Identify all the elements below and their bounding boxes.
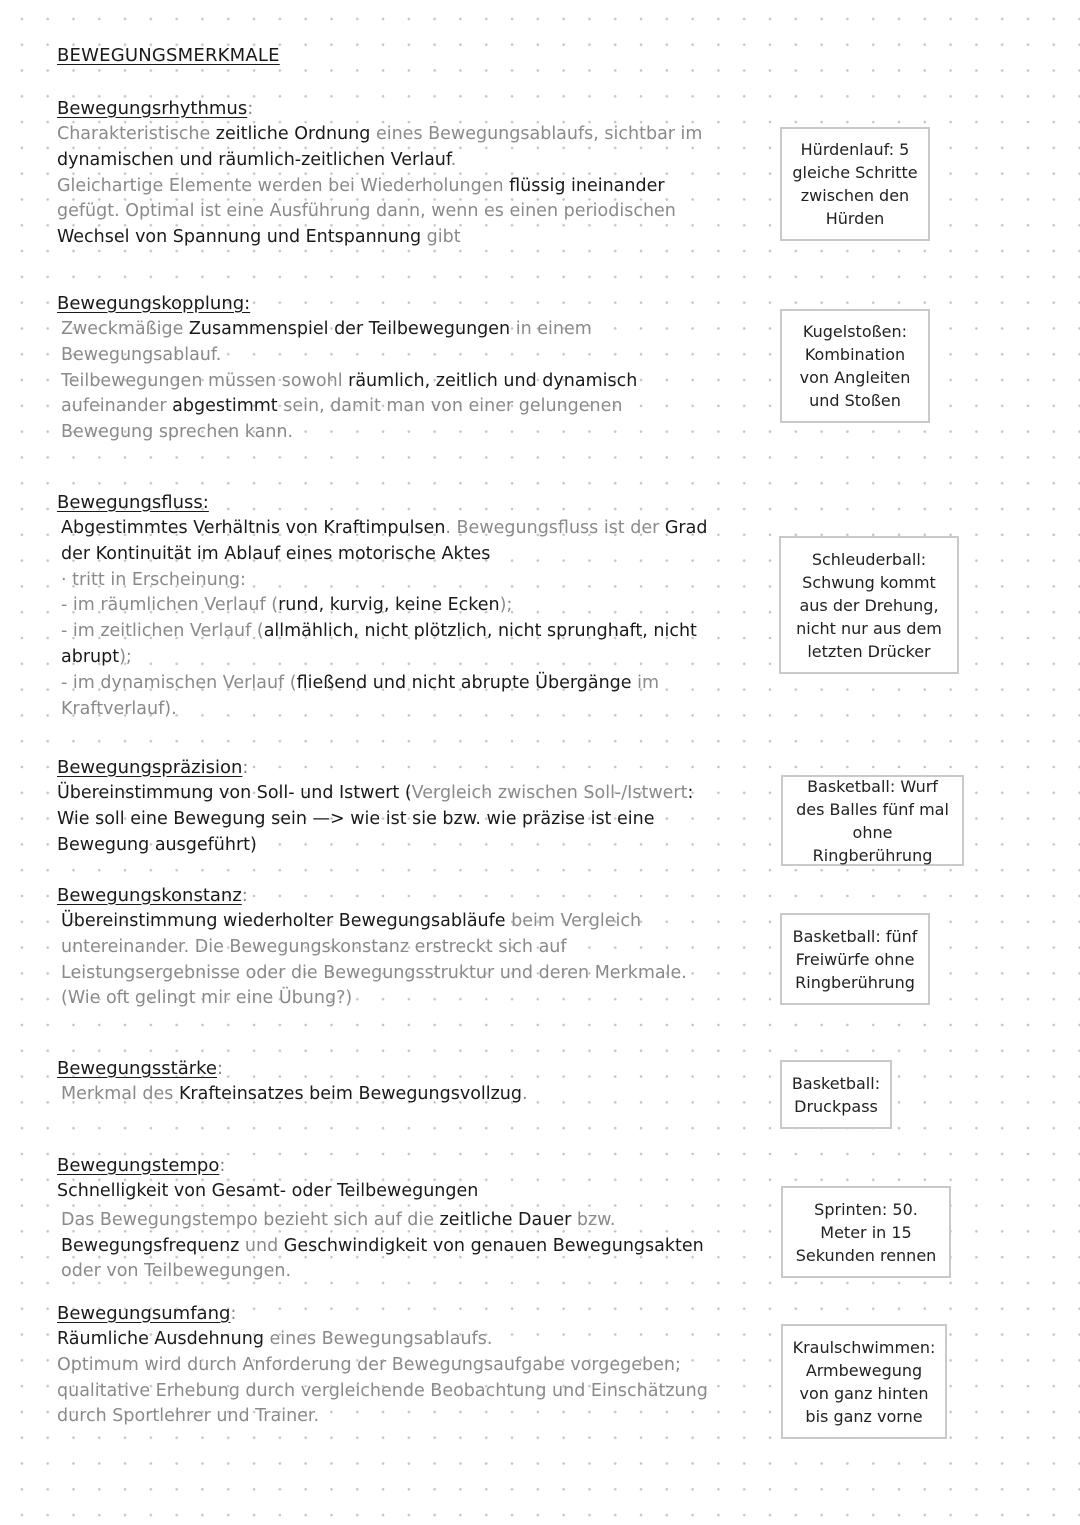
body-text: · tritt in Erscheinung: bbox=[61, 569, 246, 590]
example-box-konstanz: Basketball: fünf Freiwürfe ohne Ringberührung bbox=[780, 913, 930, 1005]
key-term: Geschwindigkeit von genauen Bewegungsakten bbox=[283, 1235, 704, 1256]
body-text: ); bbox=[499, 595, 513, 616]
key-term: Übereinstimmung wiederholter Bewegungsabläufe bbox=[61, 911, 506, 931]
section-body bbox=[57, 781, 717, 858]
section-tempo bbox=[57, 1153, 717, 1285]
section-heading: Bewegungsfluss: bbox=[57, 492, 209, 513]
section-umfang bbox=[57, 1301, 717, 1430]
body-text: im Kraftverlauf). bbox=[61, 672, 660, 719]
section-heading: Bewegungsumfang: bbox=[57, 1303, 237, 1324]
section-body bbox=[57, 317, 717, 446]
section-konstanz bbox=[57, 883, 717, 1012]
body-text: oder von Teilbewegungen. bbox=[61, 1261, 292, 1282]
body-text: Gleichartige Elemente werden bei Wiederholungen bbox=[57, 175, 510, 196]
body-text: - im dynamischen Verlauf ( bbox=[61, 672, 297, 693]
key-term: allmählich, nicht plötzlich, nicht sprunghaft, nicht abrupt bbox=[61, 621, 697, 667]
section-heading: Bewegungsstärke: bbox=[57, 1058, 224, 1079]
body-text: . bbox=[522, 1084, 528, 1104]
key-term: Zusammenspiel der Teilbewegungen bbox=[188, 319, 511, 339]
key-term: abgestimmt bbox=[172, 396, 278, 417]
example-box-kopplung: Kugelstoßen: Kombination von Angleiten und Stoßen bbox=[780, 309, 930, 423]
body-text: ); bbox=[119, 646, 132, 667]
key-term: Krafteinsatzes beim Bewegungsvollzug bbox=[178, 1084, 523, 1104]
section-body bbox=[57, 1082, 717, 1108]
body-text: Merkmal des bbox=[61, 1084, 179, 1104]
example-box-umfang: Kraulschwimmen: Armbewegung von ganz hinten bis ganz vorne bbox=[781, 1324, 947, 1439]
key-term: Übereinstimmung von Soll- und Istwert ( bbox=[57, 783, 412, 803]
section-heading: Bewegungstempo: bbox=[57, 1155, 226, 1176]
body-text: eines Bewegungsablaufs, sichtbar im bbox=[370, 124, 703, 144]
example-box-staerke: Basketball: Druckpass bbox=[780, 1060, 892, 1129]
section-heading: Bewegungskopplung: bbox=[57, 293, 251, 314]
section-kopplung bbox=[57, 291, 717, 446]
section-staerke bbox=[57, 1056, 717, 1108]
body-text: (Wie oft gelingt mir eine Übung?) bbox=[61, 988, 353, 1009]
key-term: Wechsel von Spannung und Entspannung bbox=[57, 227, 422, 248]
body-text: aufeinander bbox=[61, 396, 173, 417]
section-heading: Bewegungsrhythmus: bbox=[57, 98, 254, 119]
body-text: . bbox=[450, 149, 457, 170]
section-rhythmus bbox=[57, 96, 717, 251]
key-term: : Wie soll eine Bewegung sein —> wie ist sie bzw. wie präzise ist eine Bewegung ausgeführt) bbox=[57, 783, 694, 855]
body-text: in einem Bewegungsablauf. bbox=[61, 319, 592, 365]
body-text: bzw. bbox=[571, 1209, 616, 1230]
body-text: Vergleich zwischen Soll-/Istwert bbox=[411, 783, 688, 803]
key-term: rund, kurvig, keine Ecken bbox=[278, 595, 500, 616]
key-term: Bewegungsfrequenz bbox=[61, 1235, 240, 1256]
section-body bbox=[57, 909, 717, 1012]
key-term: Schnelligkeit von Gesamt- oder Teilbewegungen bbox=[57, 1181, 479, 1201]
body-text: Zweckmäßige bbox=[61, 319, 189, 339]
body-text: gibt bbox=[421, 227, 461, 248]
body-text: - im zeitlichen Verlauf ( bbox=[61, 621, 264, 642]
example-box-tempo: Sprinten: 50. Meter in 15 Sekunden rennen bbox=[781, 1186, 951, 1278]
section-fluss bbox=[57, 490, 717, 722]
body-text: eines Bewegungsablaufs. bbox=[263, 1329, 493, 1349]
key-term: räumlich, zeitlich und dynamisch bbox=[348, 370, 638, 391]
section-heading: Bewegungspräzision: bbox=[57, 757, 249, 778]
body-text: beim Vergleich untereinander. Die Bewegungskonstanz erstreckt sich auf Leistungsergebnisse oder die Bewegungsstruktur und deren Merkmale. bbox=[61, 911, 687, 983]
body-text: Das Bewegungstempo bezieht sich auf die bbox=[61, 1209, 440, 1230]
body-text: Optimum wird durch Anforderung der Bewegungsaufgabe vorgegeben; qualitative Erhebung durch vergleichende Beobachtung und Einschätzung durch Sportlehrer und Trainer. bbox=[57, 1354, 708, 1427]
body-text: Teilbewegungen müssen sowohl bbox=[61, 370, 349, 391]
key-term: Räumliche Ausdehnung bbox=[57, 1329, 264, 1349]
body-text: Charakteristische bbox=[57, 124, 216, 144]
key-term: zeitliche Ordnung bbox=[215, 124, 371, 144]
example-box-praezision: Basketball: Wurf des Balles fünf mal ohne Ringberührung bbox=[781, 775, 964, 866]
section-praezision bbox=[57, 755, 717, 858]
page-title: BEWEGUNGSMERKMALE bbox=[57, 45, 280, 66]
section-body-2 bbox=[57, 1208, 717, 1285]
example-box-rhythmus: Hürdenlauf: 5 gleiche Schritte zwischen den Hürden bbox=[780, 127, 930, 241]
body-text: und bbox=[239, 1235, 284, 1256]
section-body bbox=[57, 1179, 717, 1205]
body-text: gefügt. Optimal ist eine Ausführung dann, wenn es einen periodischen bbox=[57, 201, 676, 222]
body-text: . Bewegungsfluss ist der bbox=[445, 518, 665, 538]
section-body bbox=[57, 516, 717, 722]
key-term: dynamischen und räumlich-zeitlichen Verlauf bbox=[57, 149, 451, 170]
section-heading: Bewegungskonstanz: bbox=[57, 885, 248, 906]
key-term: zeitliche Dauer bbox=[439, 1209, 572, 1230]
key-term: Grad der Kontinuität im Ablauf eines motorische Aktes bbox=[61, 518, 708, 564]
key-term: Abgestimmtes Verhältnis von Kraftimpulsen bbox=[61, 518, 446, 538]
key-term: flüssig ineinander bbox=[509, 175, 665, 196]
body-text: sein, damit man von einer gelungenen Bewegung sprechen kann. bbox=[61, 396, 623, 443]
section-body bbox=[57, 1327, 717, 1430]
example-box-fluss: Schleuderball: Schwung kommt aus der Drehung, nicht nur aus dem letzten Drücker bbox=[779, 536, 959, 674]
section-body bbox=[57, 122, 717, 251]
body-text: - im räumlichen Verlauf ( bbox=[61, 595, 279, 616]
key-term: fließend und nicht abrupte Übergänge bbox=[296, 672, 632, 693]
